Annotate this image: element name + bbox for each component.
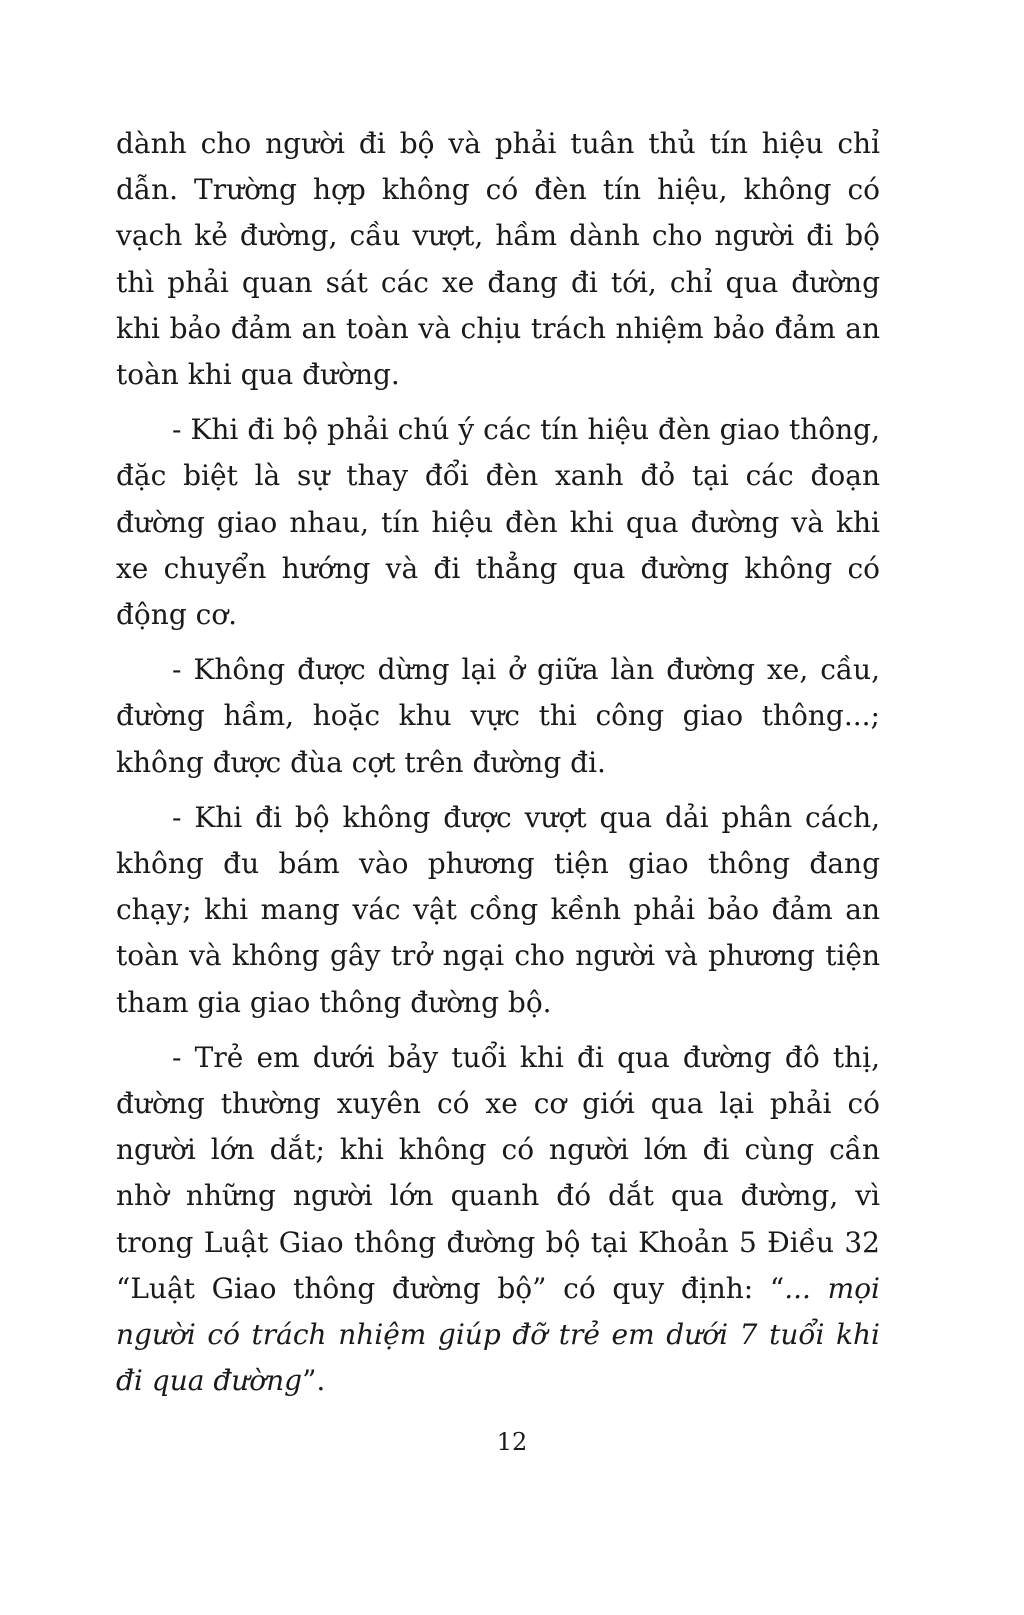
- paragraph-continuation: dành cho người đi bộ và phải tuân thủ tín hiệu chỉ dẫn. Trường hợp không có đèn tín hiệu, không có vạch kẻ đường, cầu vượt, hầm dành cho người đi bộ thì phải quan sát các xe đang đi tới, chỉ qua đường khi bảo đảm an toàn và chịu trách nhiệm bảo đảm an toàn khi qua đường.: [116, 127, 880, 392]
- body-text: [116, 121, 880, 1413]
- paragraph-children-under-seven: [116, 1035, 880, 1405]
- law-quote-italic: ... mọi người có trách nhiệm giúp đỡ trẻ em dưới 7 tuổi khi đi qua đường: [116, 1271, 881, 1398]
- paragraph-text-after-quote: ”.: [302, 1364, 326, 1398]
- paragraph-text-before-quote: - Trẻ em dưới bảy tuổi khi đi qua đường đô thị, đường thường xuyên có xe cơ giới qua lại phải có người lớn dắt; khi không có người lớn đi cùng cần nhờ những người lớn quanh đó dắt qua đường, vì trong Luật Giao thông đường bộ tại Khoản 5 Điều 32 “Luật Giao thông đường bộ” có quy định: “: [116, 1040, 880, 1305]
- paragraph-traffic-signals: - Khi đi bộ phải chú ý các tín hiệu đèn giao thông, đặc biệt là sự thay đổi đèn xanh đỏ tại các đoạn đường giao nhau, tín hiệu đèn khi qua đường và khi xe chuyển hướng và đi thẳng qua đường không có động cơ.: [116, 413, 880, 632]
- paragraph-no-stopping: - Không được dừng lại ở giữa làn đường xe, cầu, đường hầm, hoặc khu vực thi công giao thông...; không được đùa cợt trên đường đi.: [116, 653, 880, 779]
- paragraph-no-crossing-divider: - Khi đi bộ không được vượt qua dải phân cách, không đu bám vào phương tiện giao thông đang chạy; khi mang vác vật cồng kềnh phải bảo đảm an toàn và không gây trở ngại cho người và phương tiện tham gia giao thông đường bộ.: [116, 800, 880, 1019]
- page-number: 12: [496, 1428, 528, 1456]
